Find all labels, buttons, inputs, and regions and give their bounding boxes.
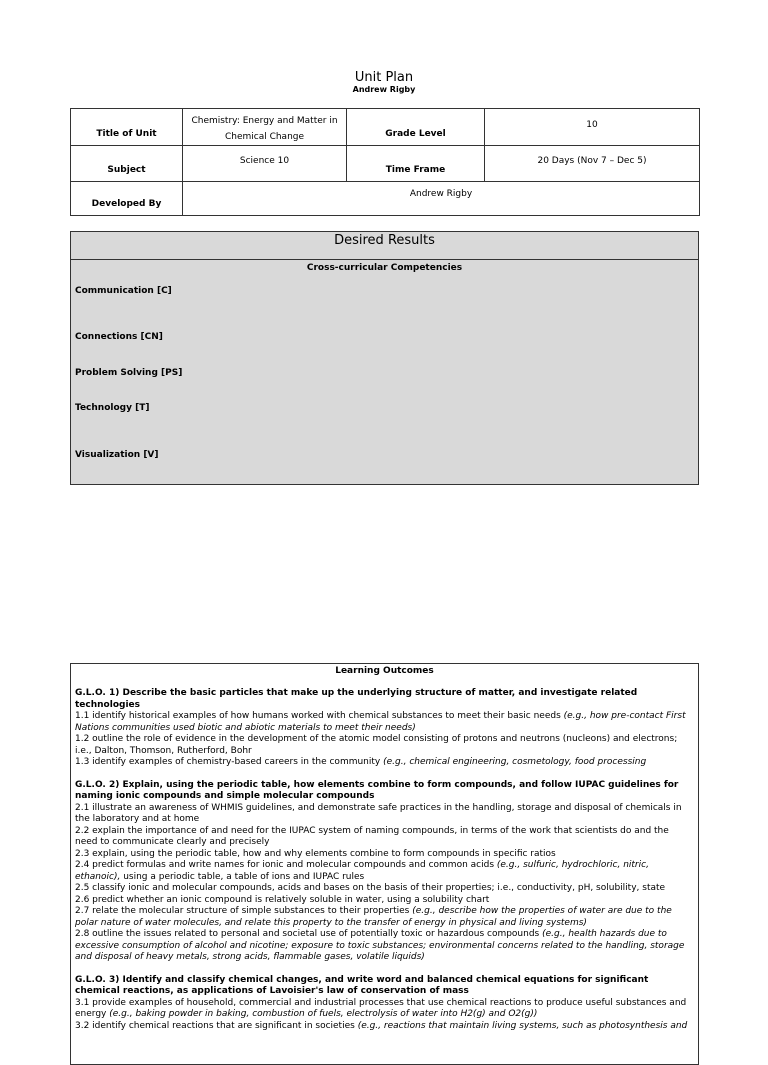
learning-outcomes-heading: Learning Outcomes xyxy=(335,666,434,676)
developed-by-label: Developed By xyxy=(71,182,183,216)
glo-1: G.L.O. 1) Describe the basic particles that make up the underlying structure of matter, and investigate related technologies xyxy=(75,688,638,710)
subject-value: Science 10 xyxy=(183,146,347,182)
outcome-2-1: 2.1 illustrate an awareness of WHMIS guidelines, and demonstrate safe practices in the handling, storage and disposal of chemicals in the laboratory and at home xyxy=(75,802,682,824)
title-of-unit-label: Title of Unit xyxy=(71,109,183,146)
time-frame-label: Time Frame xyxy=(347,146,485,182)
competency-connections: Connections [CN] xyxy=(75,332,163,342)
desired-results-panel xyxy=(70,231,699,485)
page-title: Unit Plan xyxy=(354,70,414,85)
glo-2: G.L.O. 2) Explain, using the periodic table, how elements combine to form compounds, and follow IUPAC guidelines for naming ionic compounds and simple molecular compounds xyxy=(75,779,679,801)
outcome-2-7: 2.7 relate the molecular structure of simple substances to their properties (e.g., describe how the properties of water are due to the polar nature of water molecules, and relate this property to the transfer of energy in physical and living systems) xyxy=(75,906,672,928)
desired-results-heading: Desired Results xyxy=(71,232,698,260)
unit-info-table xyxy=(70,108,700,216)
grade-level-value: 10 xyxy=(485,109,700,146)
grade-level-label: Grade Level xyxy=(347,109,485,146)
outcome-3-1: 3.1 provide examples of household, commercial and industrial processes that use chemical reactions to produce useful substances and energy (e.g., baking powder in baking, combustion of fuels, electrolysis of water into H2(g) and O2(g)) xyxy=(75,997,687,1019)
glo-3: G.L.O. 3) Identify and classify chemical changes, and write word and balanced chemical equations for significant chemical reactions, as applications of Lavoisier's law of conservation of mass xyxy=(75,974,649,996)
author-name: Andrew Rigby xyxy=(352,85,416,94)
competency-visualization: Visualization [V] xyxy=(75,450,159,460)
outcome-2-3: 2.3 explain, using the periodic table, how and why elements combine to form compounds in specific ratios xyxy=(75,848,556,859)
outcome-2-6: 2.6 predict whether an ionic compound is relatively soluble in water, using a solubility chart xyxy=(75,894,490,905)
cross-curricular-title: Cross-curricular Competencies xyxy=(306,263,463,273)
competency-communication: Communication [C] xyxy=(75,286,172,296)
outcome-2-2: 2.2 explain the importance of and need for the IUPAC system of naming compounds, in terms of the work that scientists do and the need to communicate clearly and precisely xyxy=(75,825,669,847)
competency-technology: Technology [T] xyxy=(75,403,150,413)
outcome-2-8: 2.8 outline the issues related to personal and societal use of potentially toxic or hazardous compounds (e.g., health hazards due to excessive consumption of alcohol and nicotine; exposure to toxic substances; environmental concerns related to the handling, storage and disposal of heavy metals, strong acids, flammable gases, volatile liquids) xyxy=(75,929,685,962)
outcome-1-2: 1.2 outline the role of evidence in the development of the atomic model consisting of protons and neutrons (nucleons) and electrons; i.e., Dalton, Thomson, Rutherford, Bohr xyxy=(75,734,678,756)
learning-outcomes-body xyxy=(71,676,698,1032)
outcome-3-2: 3.2 identify chemical reactions that are significant in societies (e.g., reactions that maintain living systems, such as photosynthesis and xyxy=(75,1020,688,1031)
outcome-1-3: 1.3 identify examples of chemistry-based careers in the community (e.g., chemical engineering, cosmetology, food processing xyxy=(75,757,647,767)
subject-label: Subject xyxy=(71,146,183,182)
outcome-2-5: 2.5 classify ionic and molecular compounds, acids and bases on the basis of their properties; i.e., conductivity, pH, solubility, state xyxy=(75,883,666,893)
title-of-unit-value: Chemistry: Energy and Matter in Chemical Change xyxy=(183,109,347,146)
learning-outcomes-panel xyxy=(70,663,699,1065)
developed-by-value: Andrew Rigby xyxy=(183,182,700,216)
outcome-2-4: 2.4 predict formulas and write names for ionic and molecular compounds and common acids (e.g., sulfuric, hydrochloric, nitric, ethanoic), using a periodic table, a table of ions and IUPAC rules xyxy=(75,860,649,882)
time-frame-value: 20 Days (Nov 7 – Dec 5) xyxy=(485,146,700,182)
outcome-1-1: 1.1 identify historical examples of how humans worked with chemical substances to meet their basic needs (e.g., how pre-contact First Nations communities used biotic and abiotic materials to meet their needs) xyxy=(75,711,686,733)
competency-problem-solving: Problem Solving [PS] xyxy=(75,368,183,378)
